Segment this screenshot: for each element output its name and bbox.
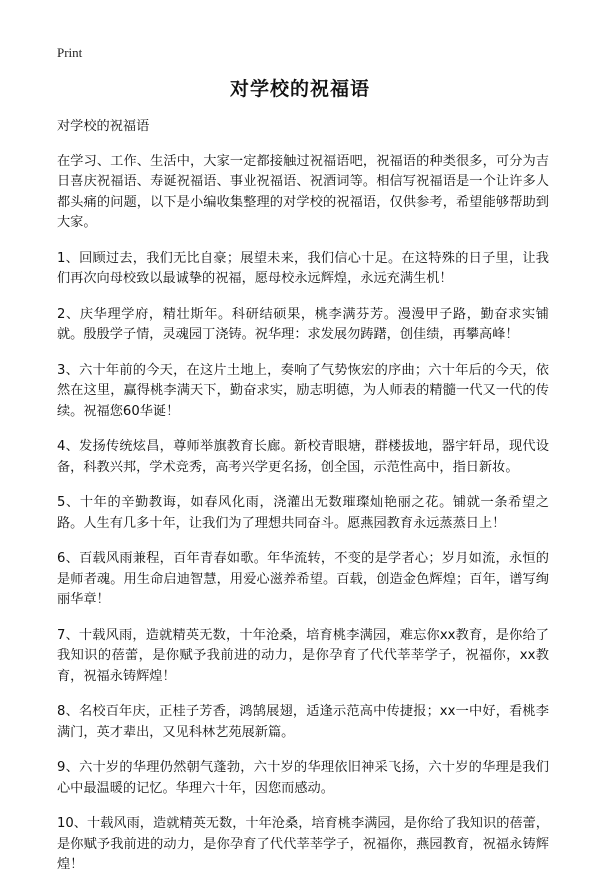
blessing-item-8: 8、名校百年庆，正桂子芳香，鸿鹄展翅，适逢示范高中传捷报；xx一中好，看桃李满门，英才辈出，又见科林艺苑展新篇。: [57, 704, 549, 740]
blessing-item-3: 3、六十年前的今天，在这片土地上，奏响了气势恢宏的序曲；六十年后的今天，依然在这里，赢得桃李满天下，勤奋求实，励志明德，为人师表的精髓一代又一代的传续。祝福您60华诞！: [57, 362, 549, 419]
article-subtitle: 对学校的祝福语: [57, 119, 150, 134]
blessing-item-10: 10、十载风雨，造就精英无数，十年沧桑，培育桃李满园，是你给了我知识的蓓蕾，是你赋予我前进的动力，是你孕育了代代莘莘学子，祝福你，燕园教育，祝福永铸辉煌！: [57, 816, 549, 872]
blessing-item-6: 6、百载风雨兼程，百年青春如歌。年华流转，不变的是学者心；岁月如流，永恒的是师者魂。用生命启迪智慧，用爱心滋养希望。百载，创造金色辉煌；百年，谱写绚丽华章！: [57, 551, 549, 607]
article-body: [57, 117, 549, 891]
blessing-item-9: 9、六十岁的华理仍然朝气蓬勃，六十岁的华理依旧神采飞扬，六十岁的华理是我们心中最温暖的记忆。华理六十年，因您而感动。: [57, 760, 549, 796]
blessing-item-2: 2、庆华理学府，精壮斯年。科研结硕果，桃李满芬芳。漫漫甲子路，勤奋求实铺就。殷殷学子情，灵魂园丁浇铸。祝华理：求发展勿踌躇，创佳绩，再攀高峰！: [57, 306, 549, 342]
blessing-item-4: 4、发扬传统炫昌，尊师举旗教育长廊。新校青眼塘，群楼拔地，器宇轩昂，现代设备，科教兴邦，学术竞秀，高考兴学更名扬，创全国，示范性高中，指日新妆。: [57, 439, 549, 475]
blessing-item-5: 5、十年的辛勤教诲，如春风化雨，浇灌出无数璀璨灿艳丽之花。铺就一条希望之路。人生有几多十年，让我们为了理想共同奋斗。愿燕园教育永远蒸蒸日上！: [57, 495, 549, 531]
page-title: 对学校的祝福语: [229, 78, 370, 100]
blessing-item-1: 1、回顾过去，我们无比自豪；展望未来，我们信心十足。在这特殊的日子里，让我们再次向母校致以最诚挚的祝福，愿母校永远辉煌，永远充满生机！: [57, 250, 549, 286]
blessing-item-7: 7、十载风雨，造就精英无数，十年沧桑，培育桃李满园，难忘你xx教育，是你给了我知识的蓓蕾，是你赋予我前进的动力，是你孕育了代代莘莘学子，祝福你，xx教育，祝福永铸辉煌！: [57, 627, 549, 684]
intro-paragraph: 在学习、工作、生活中，大家一定都接触过祝福语吧，祝福语的种类很多，可分为吉日喜庆祝福语、寿诞祝福语、事业祝福语、祝酒词等。相信写祝福语是一个让许多人都头痛的问题，以下是小编收集整理的对学校的祝福语，仅供参考，希望能够帮助到大家。: [57, 153, 549, 230]
print-link[interactable]: Print: [57, 45, 83, 60]
